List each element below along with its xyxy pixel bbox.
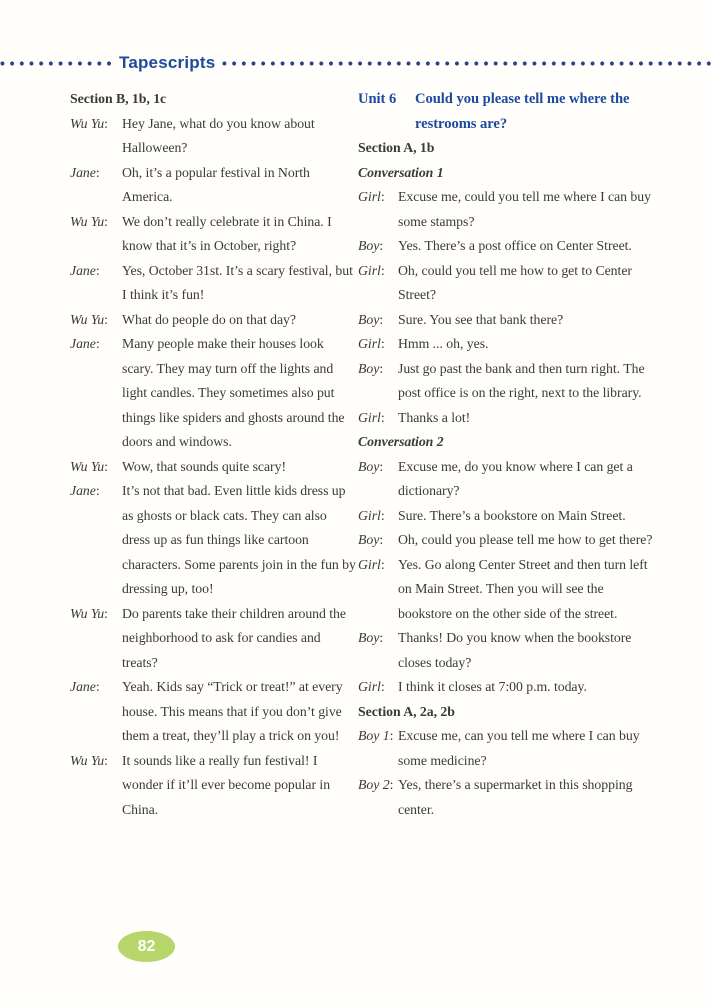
dialogue-line [358,504,656,529]
utterance-text: Yes, October 31st. It’s a scary festival, but I think it’s fun! [122,262,353,302]
dialogue-line [70,602,358,676]
dialogue-blocks [358,136,656,822]
utterance-text: Hey Jane, what do you know about Halloween? [122,115,315,155]
speaker-label: Girl: [358,262,385,278]
speaker-label: Jane: [70,336,100,351]
dialogue-line [70,749,358,823]
speaker-label: Wu Yu: [70,605,108,621]
dialogue-line [358,357,656,406]
speaker-label: Jane: [70,679,100,694]
utterance-text: It sounds like a really fun festival! I wonder if it’ll ever become popular in China. [122,752,331,817]
left-column [70,87,358,822]
speaker-label: Boy: [358,311,384,327]
dialogue-line [358,626,656,675]
utterance-text: Yes. There’s a post office on Center Street. [398,238,632,253]
dialogue-list [70,112,358,823]
dialogue-line [358,234,656,259]
dialogue-line [70,479,358,602]
section-heading: Section A, 2a, 2b [358,703,455,719]
utterance-text: Excuse me, can you tell me where I can buy some medicine? [398,728,640,768]
utterance-text: Oh, could you please tell me how to get there? [398,532,653,547]
header-rule [0,54,711,72]
dialogue-line [70,112,358,161]
speaker-label: Boy: [358,458,384,474]
utterance-text: Many people make their houses look scary. They may turn off the lights and light candles. They sometimes also put things like spiders and ghosts around the doors and windows. [122,336,345,449]
speaker-label: Girl: [358,507,385,523]
unit-number: Unit 6 [358,91,397,107]
page-number-badge: 82 [118,931,175,962]
speaker-label: Jane: [70,262,100,278]
speaker-label: Boy: [358,360,384,376]
speaker-label: Jane: [70,483,100,498]
dialogue-line [358,185,656,234]
dialogue-line [70,161,358,210]
dialogue-line [358,773,656,822]
utterance-text: Excuse me, do you know where I can get a dictionary? [398,458,633,498]
dialogue-line [358,553,656,627]
dialogue-line [358,308,656,333]
dialogue-line [358,455,656,504]
utterance-text: Just go past the bank and then turn right. The post office is on the right, next to the library. [398,360,645,400]
dialogue-line [358,406,656,431]
speaker-label: Wu Yu: [70,115,108,131]
dotted-rule-right [222,61,711,66]
dialogue-line [358,259,656,308]
dialogue-line [70,332,358,455]
section-heading: Section A, 1b [358,140,435,155]
dialogue-line [70,259,358,308]
utterance-text: Oh, could you tell me how to get to Center Street? [398,262,632,302]
dotted-rule-left [0,61,113,66]
conversation-heading: Conversation 2 [358,434,444,449]
utterance-text: Sure. You see that bank there? [398,311,564,327]
utterance-text: Yes. Go along Center Street and then turn left on Main Street. Then you will see the bookstore on the other side of the street. [398,556,648,621]
page-title: Tapescripts [119,53,216,72]
dialogue-line [70,455,358,480]
dialogue-line [358,332,656,357]
dialogue-line [70,210,358,259]
speaker-label: Wu Yu: [70,311,108,327]
section-heading: Section B, 1b, 1c [70,91,167,106]
speaker-label: Boy 1: [358,728,394,743]
utterance-text: Excuse me, could you tell me where I can buy some stamps? [398,189,651,229]
utterance-text: Wow, that sounds quite scary! [122,458,286,474]
utterance-text: Do parents take their children around the neighborhood to ask for candies and treats? [122,605,346,670]
speaker-label: Jane: [70,164,100,180]
utterance-text: Yes, there’s a supermarket in this shopping center. [398,777,633,817]
utterance-text: I think it closes at 7:00 p.m. today. [398,679,587,694]
utterance-text: What do people do on that day? [122,311,296,327]
speaker-label: Wu Yu: [70,752,108,768]
utterance-text: We don’t really celebrate it in China. I know that it’s in October, right? [122,213,332,253]
utterance-text: Yeah. Kids say “Trick or treat!” at every house. This means that if you don’t give them a treat, they’ll play a trick on you! [122,679,343,743]
dialogue-line [358,528,656,553]
utterance-text: Thanks a lot! [398,409,471,425]
conversation-heading: Conversation 1 [358,164,444,180]
speaker-label: Wu Yu: [70,213,108,229]
speaker-label: Boy: [358,532,384,547]
right-column [358,87,656,822]
speaker-label: Wu Yu: [70,458,108,474]
speaker-label: Girl: [358,556,385,572]
utterance-text: Oh, it’s a popular festival in North America. [122,164,310,204]
unit-title: Could you please tell me where the restrooms are? [415,91,630,132]
dialogue-line [358,675,656,700]
utterance-text: Sure. There’s a bookstore on Main Street. [398,507,626,523]
dialogue-line [358,724,656,773]
speaker-label: Boy: [358,630,384,645]
speaker-label: Girl: [358,336,385,351]
unit-heading [358,87,656,136]
speaker-label: Girl: [358,189,385,204]
dialogue-line [70,675,358,749]
speaker-label: Girl: [358,679,385,694]
speaker-label: Boy: [358,238,384,253]
speaker-label: Girl: [358,409,385,425]
dialogue-line [70,308,358,333]
utterance-text: Hmm ... oh, yes. [398,336,489,351]
utterance-text: It’s not that bad. Even little kids dress up as ghosts or black cats. They can also dress up as fun things like cartoon characters. Some parents join in the fun by dressing up, too! [122,483,356,596]
utterance-text: Thanks! Do you know when the bookstore closes today? [398,630,632,670]
speaker-label: Boy 2: [358,777,394,792]
